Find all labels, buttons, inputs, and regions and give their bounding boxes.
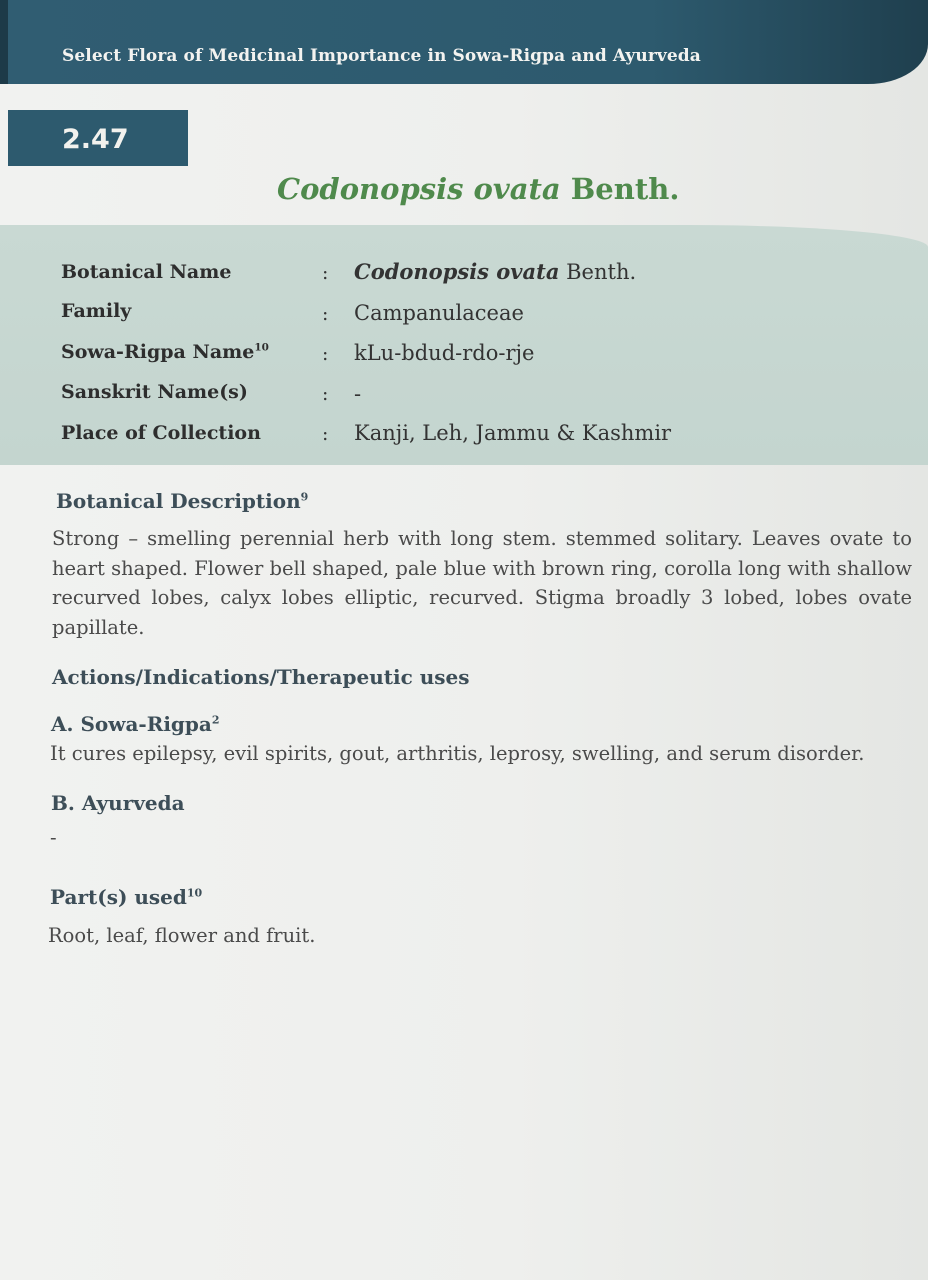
botanical-description-text: Strong – smelling perennial herb with long stem. stemmed solitary. Leaves ovate to heart shaped. Flower bell shaped, pale blue with brown ring, corolla long with shallow recurved lobes, calyx lobes elliptic, recurved. Stigma broadly 3 lobed, lobes ovate papillate. — [52, 527, 912, 639]
value-sanskrit-names: - — [354, 382, 362, 406]
value-botanical-name: Codonopsis ovata Benth. — [354, 259, 637, 284]
entry-number: 2.47 — [62, 124, 129, 155]
heading-ayurveda: B. Ayurveda — [51, 791, 185, 815]
parts-used-text: Root, leaf, flower and fruit. — [48, 924, 316, 947]
colon: : — [322, 343, 329, 365]
value-place-of-collection: Kanji, Leh, Jammu & Kashmir — [354, 421, 672, 445]
heading-parts-used: Part(s) used$^{10}$ — [50, 885, 203, 909]
species-title — [277, 172, 679, 206]
label-place-of-collection: Place of Collection — [61, 422, 261, 444]
sowa-rigpa-text: It cures epilepsy, evil spirits, gout, arthritis, leprosy, swelling, and serum disorder. — [50, 742, 865, 765]
colon: : — [322, 423, 329, 445]
running-header-bar — [0, 0, 928, 84]
species-author: Benth. — [570, 172, 680, 206]
colon: : — [322, 303, 329, 325]
label-sowa-rigpa-name: Sowa-Rigpa Name$^{10}$ — [61, 341, 269, 363]
heading-actions: Actions/Indications/Therapeutic uses — [52, 665, 470, 689]
label-family: Family — [61, 300, 132, 322]
heading-sowa-rigpa: A. Sowa-Rigpa$^2$ — [51, 712, 220, 736]
colon: : — [322, 383, 329, 405]
header-edge — [0, 0, 8, 84]
label-botanical-name: Botanical Name — [61, 261, 232, 283]
ayurveda-text: - — [50, 826, 57, 849]
species-name: Codonopsis ovata — [277, 172, 561, 206]
running-header-title: Select Flora of Medicinal Importance in Sowa-Rigpa and Ayurveda — [62, 46, 701, 66]
value-sowa-rigpa-name: kLu-bdud-rdo-rje — [354, 341, 535, 365]
colon: : — [322, 262, 329, 284]
value-family: Campanulaceae — [354, 301, 524, 325]
heading-botanical-description: Botanical Description$^9$ — [56, 489, 309, 513]
label-sanskrit-names: Sanskrit Name(s) — [61, 381, 248, 403]
